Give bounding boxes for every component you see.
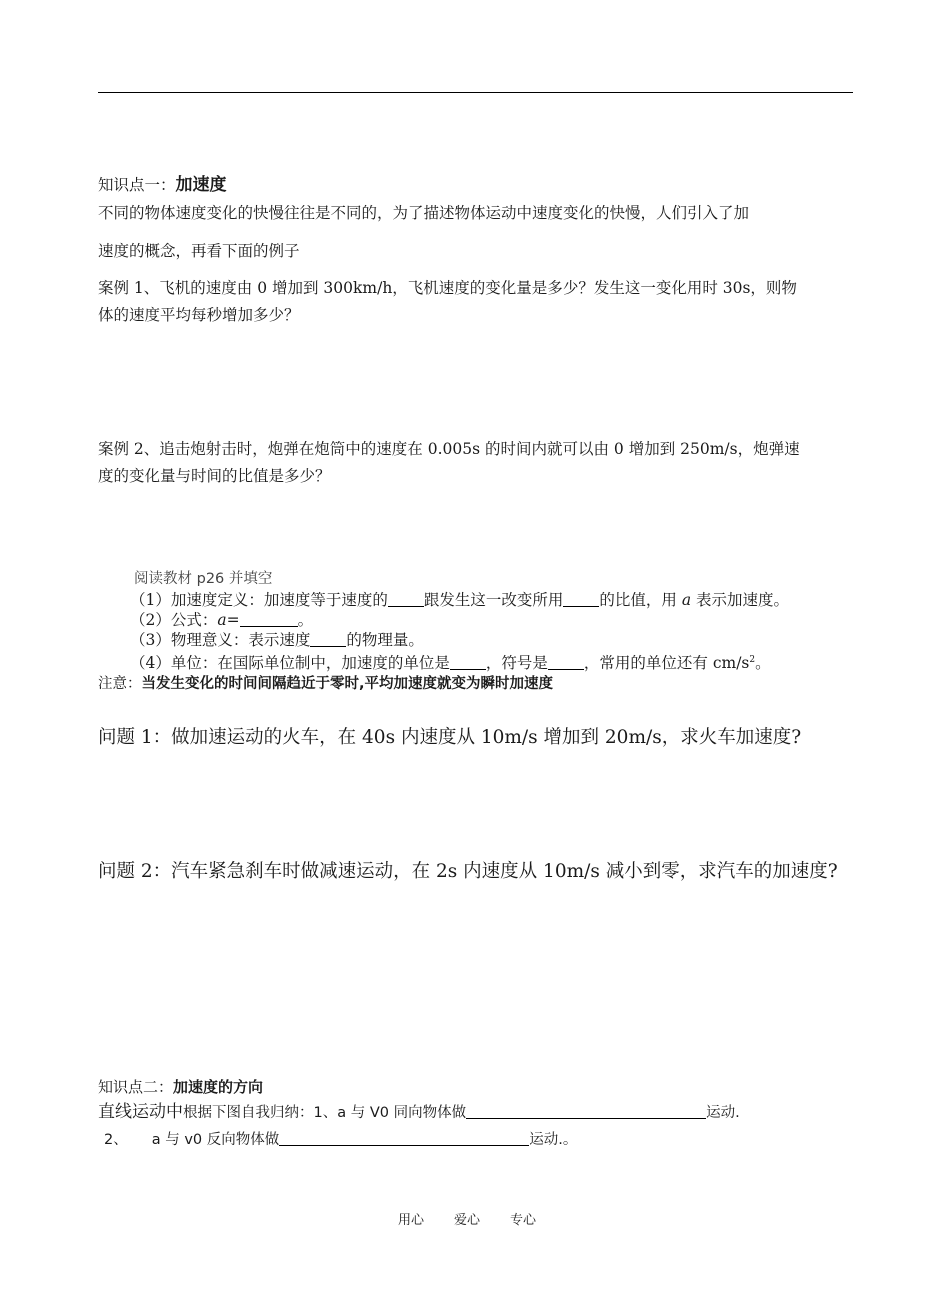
case-2-line-2: 度的变化量与时间的比值是多少？ xyxy=(98,467,331,485)
fill-blank[interactable] xyxy=(563,591,599,607)
direction-line1-text: 根据下图自我归纳：1、a 与 V0 同向物体做 xyxy=(183,1105,467,1121)
reading-item-2 xyxy=(130,610,313,630)
fill-blank[interactable] xyxy=(388,591,424,607)
note-prefix: 注意： xyxy=(98,676,142,692)
knowledge-point-2-heading xyxy=(98,1077,263,1097)
direction-line2-end: 运动.。 xyxy=(529,1132,578,1148)
item4-text-d: 。 xyxy=(755,654,771,672)
reading-heading: 阅读教材 p26 并填空 xyxy=(134,571,273,587)
item4-text-b: ，符号是 xyxy=(485,654,548,672)
kp1-title: 加速度 xyxy=(175,175,227,195)
intro-line-1: 不同的物体速度变化的快慢往往是不同的，为了描述物体运动中速度变化的快慢，人们引入了加 xyxy=(98,204,750,222)
direction-line2-text: a 与 v0 反向物体做 xyxy=(151,1132,280,1148)
item1-variable: a xyxy=(681,591,692,609)
footer-word-2: 爱心 xyxy=(454,1213,481,1228)
item2-variable: a xyxy=(217,611,227,629)
footer xyxy=(398,1212,536,1230)
item1-text-d: 表示加速度。 xyxy=(696,591,790,609)
question-1: 问题 1：做加速运动的火车，在 40s 内速度从 10m/s 增加到 20m/s，求火车加速度? xyxy=(98,727,802,748)
direction-line-1 xyxy=(98,1101,740,1124)
direction-line-2 xyxy=(104,1129,577,1151)
item1-text-c: 的比值，用 xyxy=(599,591,677,609)
reading-item-1 xyxy=(130,590,789,610)
item2-text-a: （2）公式： xyxy=(130,611,218,629)
item1-text-a: （1）加速度定义：加速度等于速度的 xyxy=(130,591,388,609)
footer-word-3: 专心 xyxy=(510,1213,537,1228)
case-1-line-2: 体的速度平均每秒增加多少？ xyxy=(98,306,300,324)
case-2-line-1: 案例 2、追击炮射击时，炮弹在炮筒中的速度在 0.005s 的时间内就可以由 0 增加到 250m/s，炮弹速 xyxy=(98,440,800,458)
kp1-prefix: 知识点一： xyxy=(98,176,176,194)
case-1-line-1: 案例 1、飞机的速度由 0 增加到 300km/h，飞机速度的变化量是多少？发生这一变化用时 30s，则物 xyxy=(98,279,797,297)
intro-line-2: 速度的概念，再看下面的例子 xyxy=(98,242,300,260)
direction-line1-lead: 直线运动中 xyxy=(98,1102,183,1122)
fill-blank[interactable] xyxy=(310,631,346,647)
item4-text-c: ，常用的单位还有 cm/s xyxy=(583,654,750,672)
direction-line1-end: 运动. xyxy=(706,1105,740,1121)
reading-item-3 xyxy=(130,630,424,650)
note xyxy=(98,674,553,694)
item2-equals: = xyxy=(226,611,240,629)
fill-blank[interactable] xyxy=(450,654,486,670)
header-rule xyxy=(98,92,853,93)
item2-end: 。 xyxy=(297,611,314,629)
kp2-title: 加速度的方向 xyxy=(173,1078,264,1096)
footer-word-1: 用心 xyxy=(398,1213,425,1228)
fill-blank[interactable] xyxy=(548,654,584,670)
item4-superscript: 2 xyxy=(749,655,756,665)
kp2-prefix: 知识点二： xyxy=(98,1078,174,1096)
reading-item-4 xyxy=(130,650,771,673)
note-text: 当发生变化的时间间隔趋近于零时,平均加速度就变为瞬时加速度 xyxy=(141,676,554,692)
fill-blank[interactable] xyxy=(466,1103,706,1119)
fill-blank[interactable] xyxy=(240,611,298,627)
item3-text-a: （3）物理意义：表示速度 xyxy=(130,631,311,649)
item1-text-b: 跟发生这一改变所用 xyxy=(423,591,564,609)
direction-line2-num: 2、 xyxy=(104,1132,128,1148)
item4-text-a: （4）单位：在国际单位制中，加速度的单位是 xyxy=(130,654,450,672)
fill-blank[interactable] xyxy=(279,1130,529,1146)
question-2: 问题 2：汽车紧急刹车时做减速运动，在 2s 内速度从 10m/s 减小到零，求汽车的加速度? xyxy=(98,861,838,882)
knowledge-point-1-heading xyxy=(98,175,227,195)
item3-text-b: 的物理量。 xyxy=(346,631,424,649)
